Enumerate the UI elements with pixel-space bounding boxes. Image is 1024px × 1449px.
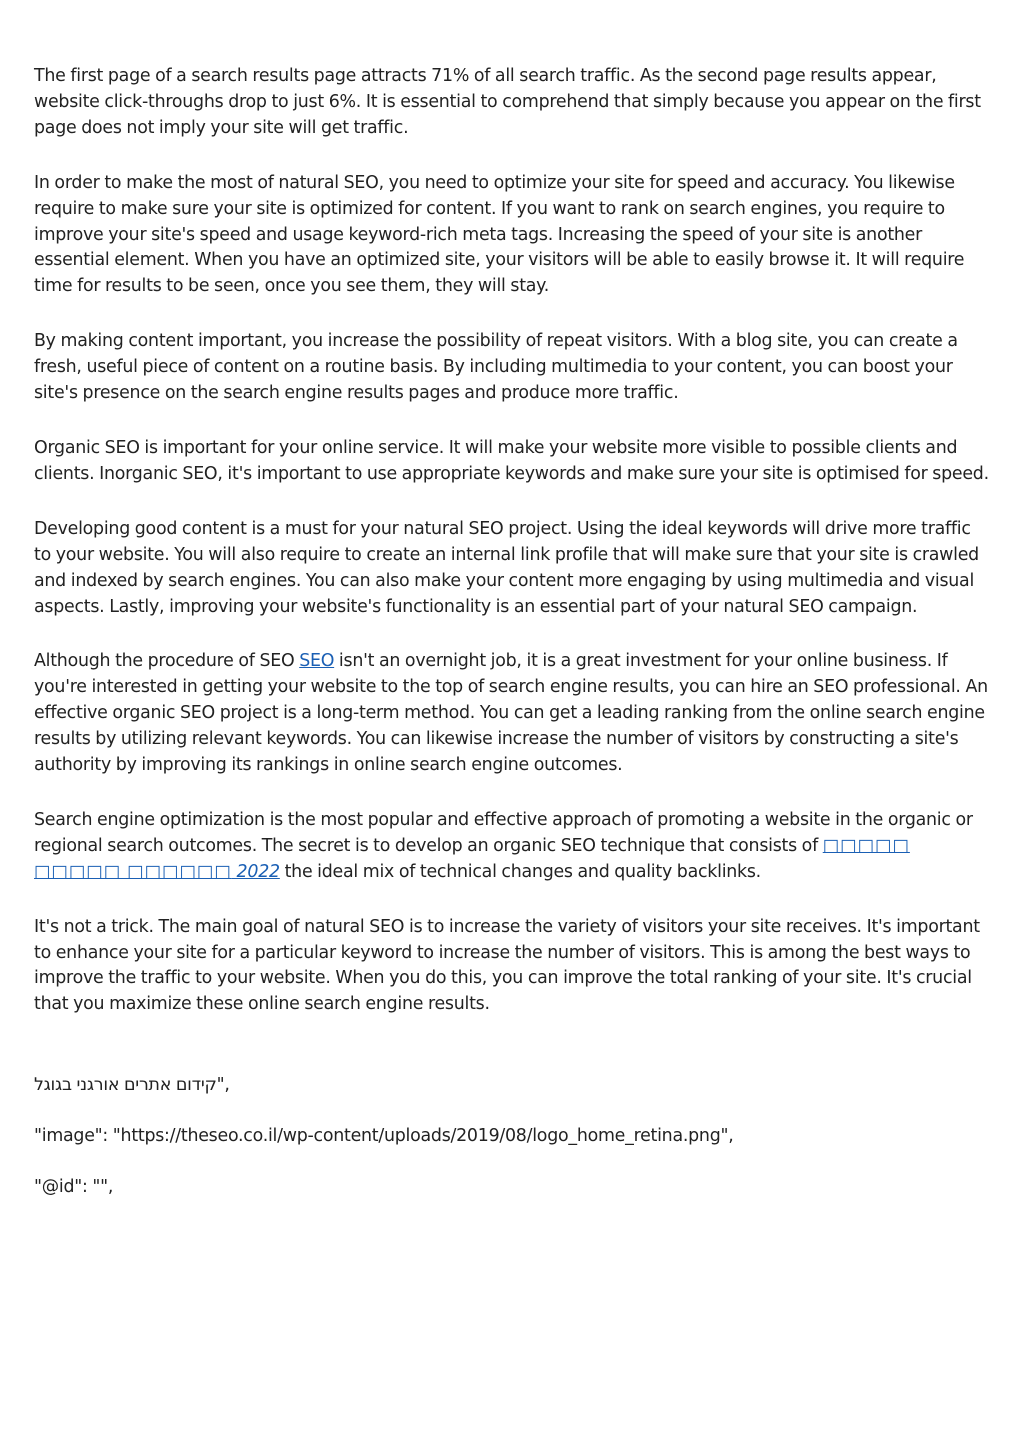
paragraph-7-rest: the ideal mix of technical changes and quality backlinks.	[279, 861, 761, 882]
article-body	[34, 64, 990, 1226]
hebrew-line-suffix: ",	[216, 1075, 230, 1096]
seo-link[interactable]: SEO	[299, 651, 335, 672]
paragraph-7	[34, 808, 990, 886]
meta-image-line: "image": "https://theseo.co.il/wp-content/uploads/2019/08/logo_home_retina.png",	[34, 1126, 734, 1147]
paragraph-6	[34, 649, 990, 779]
paragraph-4: Organic SEO is important for your online service. It will make your website more visible to possible clients and clients. Inorganic SEO, it's important to use appropriate keywords and make sure your site is optimised for speed.	[34, 437, 989, 484]
paragraph-3: By making content important, you increase the possibility of repeat visitors. With a blog site, you can create a fresh, useful piece of content on a routine basis. By including multimedia to your content, you can boost your site's presence on the search engine results pages and produce more traffic.	[34, 331, 958, 404]
link-year: 2022	[231, 861, 280, 882]
paragraph-6-rest: isn't an overnight job, it is a great investment for your online business. If you're interested in getting your website to the top of search engine results, you can hire an SEO professional. An effective organic SEO project is a long-term method. You can get a leading ranking from the online search engine results by utilizing relevant keywords. You can likewise increase the number of visitors by constructing a site's authority by improving its rankings in online search engine outcomes.	[34, 651, 988, 776]
paragraph-2: In order to make the most of natural SEO, you need to optimize your site for speed and accuracy. You likewise require to make sure your site is optimized for content. If you want to rank on search engines, you require to improve your site's speed and usage keyword-rich meta tags. Increasing the speed of your site is another essential element. When you have an optimized site, your visitors will be able to easily browse it. It will require time for results to be seen, once you see them, they will stay.	[34, 172, 965, 297]
link-missing-glyphs: □□□□□ □□□□□ □□□□□□	[34, 835, 910, 882]
paragraph-1: The first page of a search results page attracts 71% of all search traffic. As the second page results appear, website click-throughs drop to just 6%. It is essential to comprehend that simply because you appear on the first page does not imply your site will get traffic.	[34, 66, 981, 138]
paragraph-8: It's not a trick. The main goal of natural SEO is to increase the variety of visitors your site receives. It's important to enhance your site for a particular keyword to increase the number of visitors. This is among the best ways to improve the traffic to your website. When you do this, you can improve the total ranking of your site. It's crucial that you maximize these online search engine results.	[34, 916, 980, 1015]
section-spacer	[34, 1047, 990, 1073]
paragraph-5: Developing good content is a must for your natural SEO project. Using the ideal keywords will drive more traffic to your website. You will also require to create an internal link profile that will make sure that your site is crawled and indexed by search engines. You can also make your content more engaging by using multimedia and visual aspects. Lastly, improving your website's functionality is an essential part of your natural SEO campaign.	[34, 518, 979, 617]
meta-hebrew-line	[34, 1073, 990, 1099]
paragraph-7-lead: Search engine optimization is the most popular and effective approach of promoting a website in the organic or regional search outcomes. The secret is to develop an organic SEO technique that consists of	[34, 809, 973, 856]
paragraph-6-lead: Although the procedure of SEO	[34, 651, 300, 672]
meta-id-line: "@id": "",	[34, 1177, 114, 1198]
hebrew-keyword: קידום אתרים אורגני בגוגל	[34, 1075, 217, 1096]
